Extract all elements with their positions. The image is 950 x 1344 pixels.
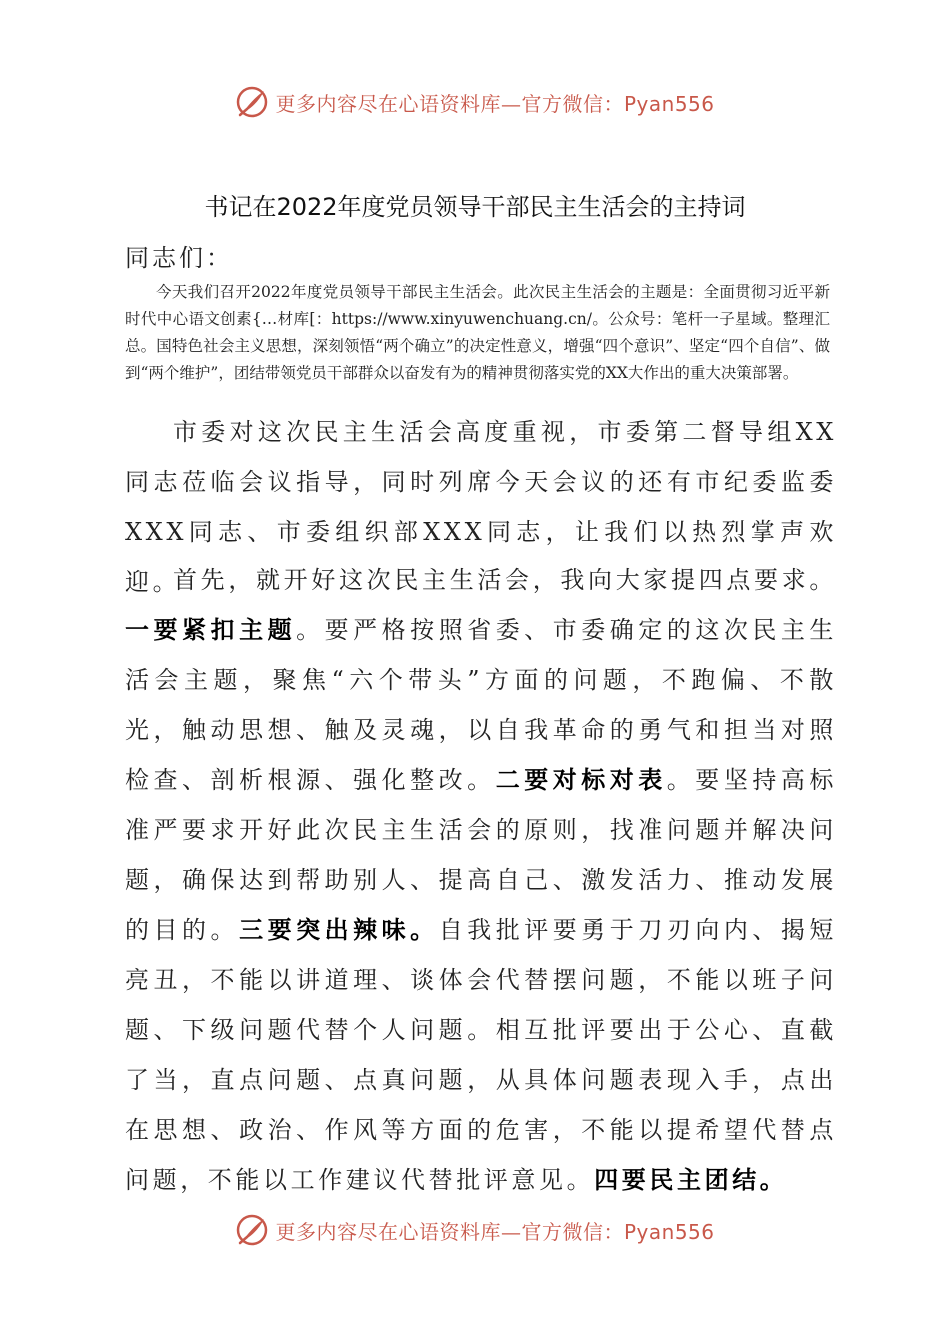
point-4-heading: 四要民主团结。 xyxy=(594,1166,788,1194)
header-wechat-id: Pyan556 xyxy=(623,91,715,116)
footer-wechat-id: Pyan556 xyxy=(623,1219,715,1244)
intro-paragraph: 今天我们召开2022年度党员领导干部民主生活会。此次民主生活会的主题是：全面贯彻习近平新时代中心语文创素{…材库[：https://www.xinyuwenchuang.cn/。公众号：笔杆一子星域。整理汇总。国特色社会主义思想，深刻领悟“两个确立”的决定性意义，增强“四个意识”、坚定“四个自信”、做到“两个维护”，团结带领党员干部群众以奋发有为的精神贯彻落实党的XX大作出的重大决策部署。 xyxy=(125,283,830,382)
footer-banner-text: 更多内容尽在心语资料库—官方微信：Pyan556 xyxy=(275,1219,715,1244)
header-banner xyxy=(0,82,950,122)
footer-banner xyxy=(0,1210,950,1250)
requirements-lead: 首先，就开好这次民主生活会，我向大家提四点要求。 xyxy=(173,566,837,594)
point-3-heading: 三要突出辣味。 xyxy=(239,916,439,944)
paragraph-requirements xyxy=(125,555,837,1205)
salutation: 同志们： xyxy=(125,244,233,272)
quill-pen-logo-icon xyxy=(235,85,269,119)
header-banner-text: 更多内容尽在心语资料库—官方微信：Pyan556 xyxy=(275,91,715,116)
point-2-heading: 二要对标对表 xyxy=(495,766,667,794)
quill-pen-logo-icon xyxy=(235,1213,269,1247)
paragraph-welcome: 市委对这次民主生活会高度重视，市委第二督导组XX同志莅临会议指导，同时列席今天会议的还有市纪委监委XXX同志、市委组织部XXX同志，让我们以热烈掌声欢迎。 xyxy=(125,418,837,596)
point-1-text: 。要严格按照省委、市委确定的这次民主生活会主题，聚焦“六个带头”方面的问题，不跑偏、不散光，触动思想、触及灵魂，以自我革命的勇气和担当对照检查、剖析根源、强化整改。 xyxy=(125,616,837,794)
point-1-heading: 一要紧扣主题 xyxy=(125,616,297,644)
document-title: 书记在2022年度党员领导干部民主生活会的主持词 xyxy=(204,193,746,221)
point-2-text: 。要坚持高标准严要求开好此次民主生活会的原则，找准问题并解决问题，确保达到帮助别人、提高自己、激发活力、推动发展的目的。 xyxy=(125,766,837,944)
point-3-text: 自我批评要勇于刀刃向内、揭短亮丑，不能以讲道理、谈体会代替摆问题，不能以班子问题、下级问题代替个人问题。相互批评要出于公心、直截了当，直点问题、点真问题，从具体问题表现入手，点出在思想、政治、作风等方面的危害，不能以提希望代替点问题，不能以工作建议代替批评意见。 xyxy=(125,916,838,1194)
